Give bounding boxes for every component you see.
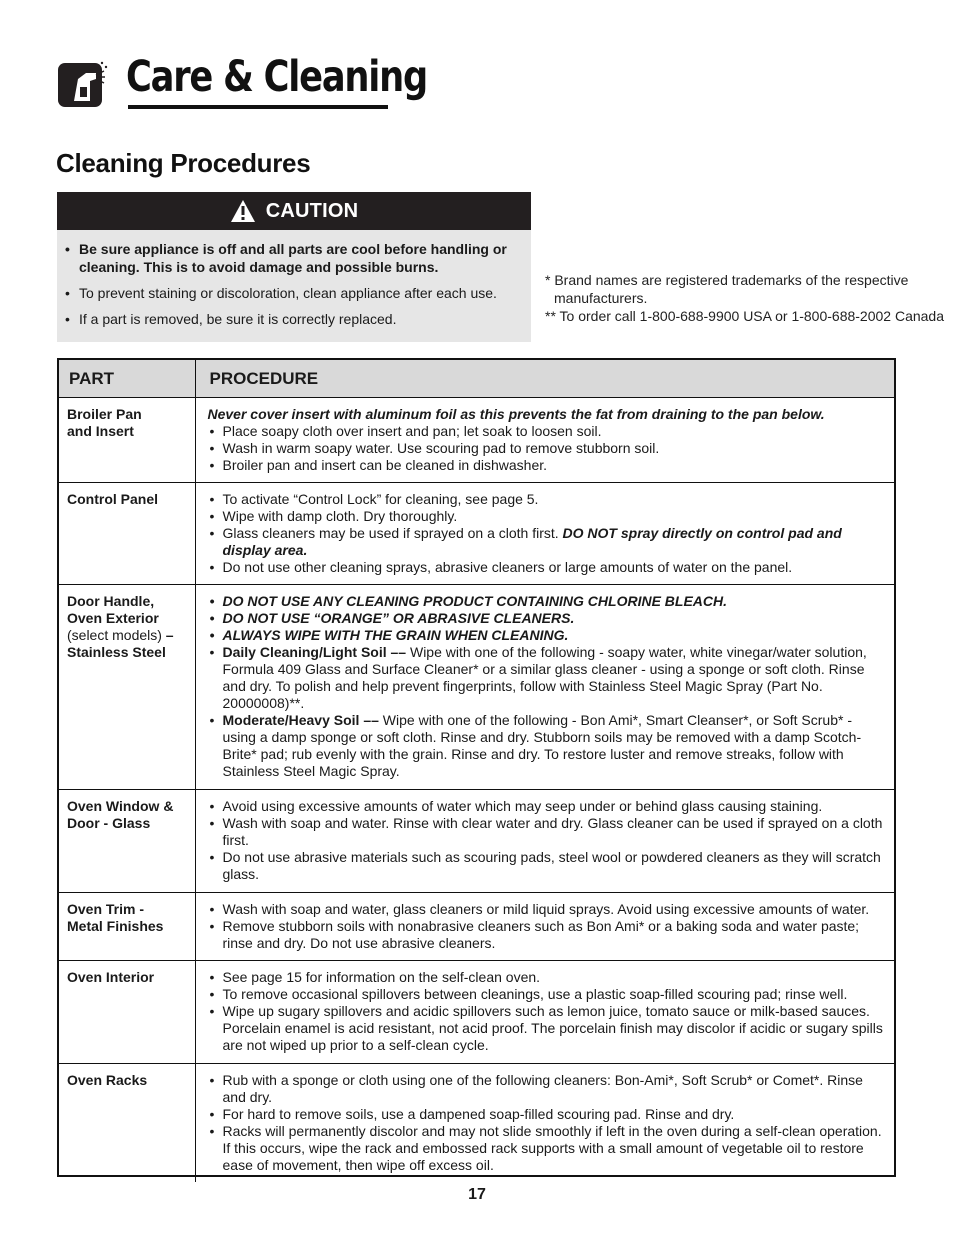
list-item: • Remove stubborn soils with nonabrasive cleaners such as Bon Ami* or a baking soda and water paste; rinse and dry. Do not use abrasive cleaners. (208, 918, 887, 952)
table-row (59, 585, 894, 790)
list-item: • DO NOT USE “ORANGE” OR ABRASIVE CLEANERS. (208, 610, 887, 627)
list-item: • Rub with a sponge or cloth using one of the following cleaners: Bon-Ami*, Soft Scrub* or Comet*. Rinse and dry. (208, 1072, 887, 1106)
list-item: • Avoid using excessive amounts of water which may seep under or behind glass causing staining. (208, 798, 887, 815)
table-row (59, 1064, 894, 1183)
trademark-note: * Brand names are registered trademarks of the respective manufacturers. (545, 272, 909, 306)
part-name: Oven Exterior (67, 610, 159, 626)
column-header-procedure: PROCEDURE (195, 360, 894, 398)
section-title: Cleaning Procedures (56, 148, 311, 178)
list-item (208, 525, 887, 559)
table-header-row (59, 360, 894, 398)
caution-list (57, 230, 531, 328)
page-header-title: Care & Cleaning (126, 52, 428, 102)
warning-triangle-icon (230, 199, 256, 223)
part-name: Oven Interior (67, 969, 155, 985)
list-item: • To activate “Control Lock” for cleaning, see page 5. (208, 491, 887, 508)
part-name-qualifier (67, 627, 189, 644)
list-item-emphasis: DO NOT spray directly on control pad and display area. (222, 525, 842, 558)
procedure-warning: Never cover insert with aluminum foil as this prevents the fat from draining to the pan below. (207, 406, 825, 422)
table-row (59, 398, 894, 483)
part-note: (select models) (67, 627, 162, 643)
table-row (59, 483, 894, 585)
list-item-label: Daily Cleaning/Light Soil –– (222, 644, 407, 660)
list-item: • Wash with soap and water, glass cleaners or mild liquid sprays. Avoid using excessive amounts of water. (208, 901, 887, 918)
part-name: Oven Window & (67, 798, 174, 814)
page-number: 17 (468, 1186, 486, 1203)
list-item: • Wipe up sugary spillovers and acidic spillovers such as lemon juice, tomato sauce or milk-based sauces. Porcelain enamel is acid resistant, not acid proof. The porcelain finish may discolor if acidic or sugary spills are not wiped up prior to a self-clean cycle. (208, 1003, 887, 1054)
list-item-text: Wipe with one of the following - soapy water, white vinegar/water solution, Formula 409 Glass and Surface Cleaner* or a similar glass cleaner - using a sponge or soft cloth. Rinse and dry. To polish and help prevent fingerprints, follow with Stainless Steel Magic Spray (Part No. 20000008)**. (222, 644, 867, 711)
header-underline (128, 105, 388, 109)
cleaning-table (57, 358, 896, 1177)
part-cell (59, 961, 195, 1064)
column-header-part: PART (59, 360, 195, 398)
part-name: Stainless Steel (67, 644, 166, 660)
list-item: • Do not use abrasive materials such as scouring pads, steel wool or powdered cleaners as they will scratch glass. (208, 849, 887, 883)
table-row (59, 790, 894, 893)
procedure-cell (195, 1064, 894, 1183)
part-name: Control Panel (67, 491, 159, 507)
procedure-cell (195, 961, 894, 1064)
list-item: • See page 15 for information on the self-clean oven. (208, 969, 887, 986)
table-row (59, 893, 894, 961)
table-row (59, 961, 894, 1064)
order-note: ** To order call 1-800-688-9900 USA or 1-800-688-2002 Canada (545, 308, 945, 324)
list-item: • Place soapy cloth over insert and pan; let soak to loosen soil. (208, 423, 887, 440)
procedure-cell (195, 483, 894, 585)
part-cell (59, 585, 195, 790)
procedure-cell (195, 398, 894, 483)
list-item-text: Glass cleaners may be used if sprayed on a cloth first. (222, 525, 563, 541)
list-item: • DO NOT USE ANY CLEANING PRODUCT CONTAINING CHLORINE BLEACH. (208, 593, 887, 610)
part-cell (59, 398, 195, 483)
caution-box (57, 192, 531, 342)
part-cell (59, 1064, 195, 1183)
list-item: • ALWAYS WIPE WITH THE GRAIN WHEN CLEANING. (208, 627, 887, 644)
part-name: Broiler Pan (67, 406, 142, 422)
list-item: • Wash with soap and water. Rinse with clear water and dry. Glass cleaner can be used if sprayed on a cloth first. (208, 815, 887, 849)
footnotes (545, 271, 954, 325)
part-name: Door Handle, (67, 593, 155, 609)
list-item: • Racks will permanently discolor and may not slide smoothly if left in the oven during a self-clean operation. If this occurs, wipe the rack and embossed rack supports with a small amount of vegetable oil to restore ease of movement, then wipe off excess oil. (208, 1123, 887, 1174)
part-name: Metal Finishes (67, 918, 164, 934)
part-name: Oven Racks (67, 1072, 148, 1088)
list-item (208, 644, 887, 712)
caution-label: CAUTION (265, 199, 359, 222)
list-item: • For hard to remove soils, use a dampened soap-filled scouring pad. Rinse and dry. (208, 1106, 887, 1123)
part-cell (59, 790, 195, 893)
caution-item: • If a part is removed, be sure it is correctly replaced. (65, 310, 521, 328)
spray-bottle-icon (56, 57, 108, 109)
part-name: Oven Trim - (67, 901, 145, 917)
list-item-label: Moderate/Heavy Soil –– (222, 712, 379, 728)
list-item: • To remove occasional spillovers between cleanings, use a plastic soap-filled scouring pad; rinse well. (208, 986, 887, 1003)
caution-item: • Be sure appliance is off and all parts are cool before handling or cleaning. This is to avoid damage and possible burns. (65, 240, 521, 276)
list-item: • Wash in warm soapy water. Use scouring pad to remove stubborn soil. (208, 440, 887, 457)
procedure-cell (195, 790, 894, 893)
caution-item: • To prevent staining or discoloration, clean appliance after each use. (65, 284, 521, 302)
procedure-cell (195, 893, 894, 961)
list-item: • Do not use other cleaning sprays, abrasive cleaners or large amounts of water on the panel. (208, 559, 887, 576)
part-name: Door - Glass (67, 815, 151, 831)
procedure-cell (195, 585, 894, 790)
part-name: and Insert (67, 423, 134, 439)
list-item (208, 712, 887, 780)
part-dash: – (161, 627, 174, 643)
list-item: • Broiler pan and insert can be cleaned in dishwasher. (208, 457, 887, 474)
part-cell (59, 893, 195, 961)
caution-bar (57, 192, 531, 230)
part-cell (59, 483, 195, 585)
list-item-text: Wipe with one of the following - Bon Ami*, Smart Cleanser*, or Soft Scrub* - using a damp sponge or soft cloth. Rinse and dry. Stubborn soils may be removed with a damp Scotch-Brite* pad; rub evenly with the grain. Rinse and dry. To restore luster and remove streaks, follow with Stainless Steel Magic Spray. (222, 712, 862, 779)
list-item: • Wipe with damp cloth. Dry thoroughly. (208, 508, 887, 525)
